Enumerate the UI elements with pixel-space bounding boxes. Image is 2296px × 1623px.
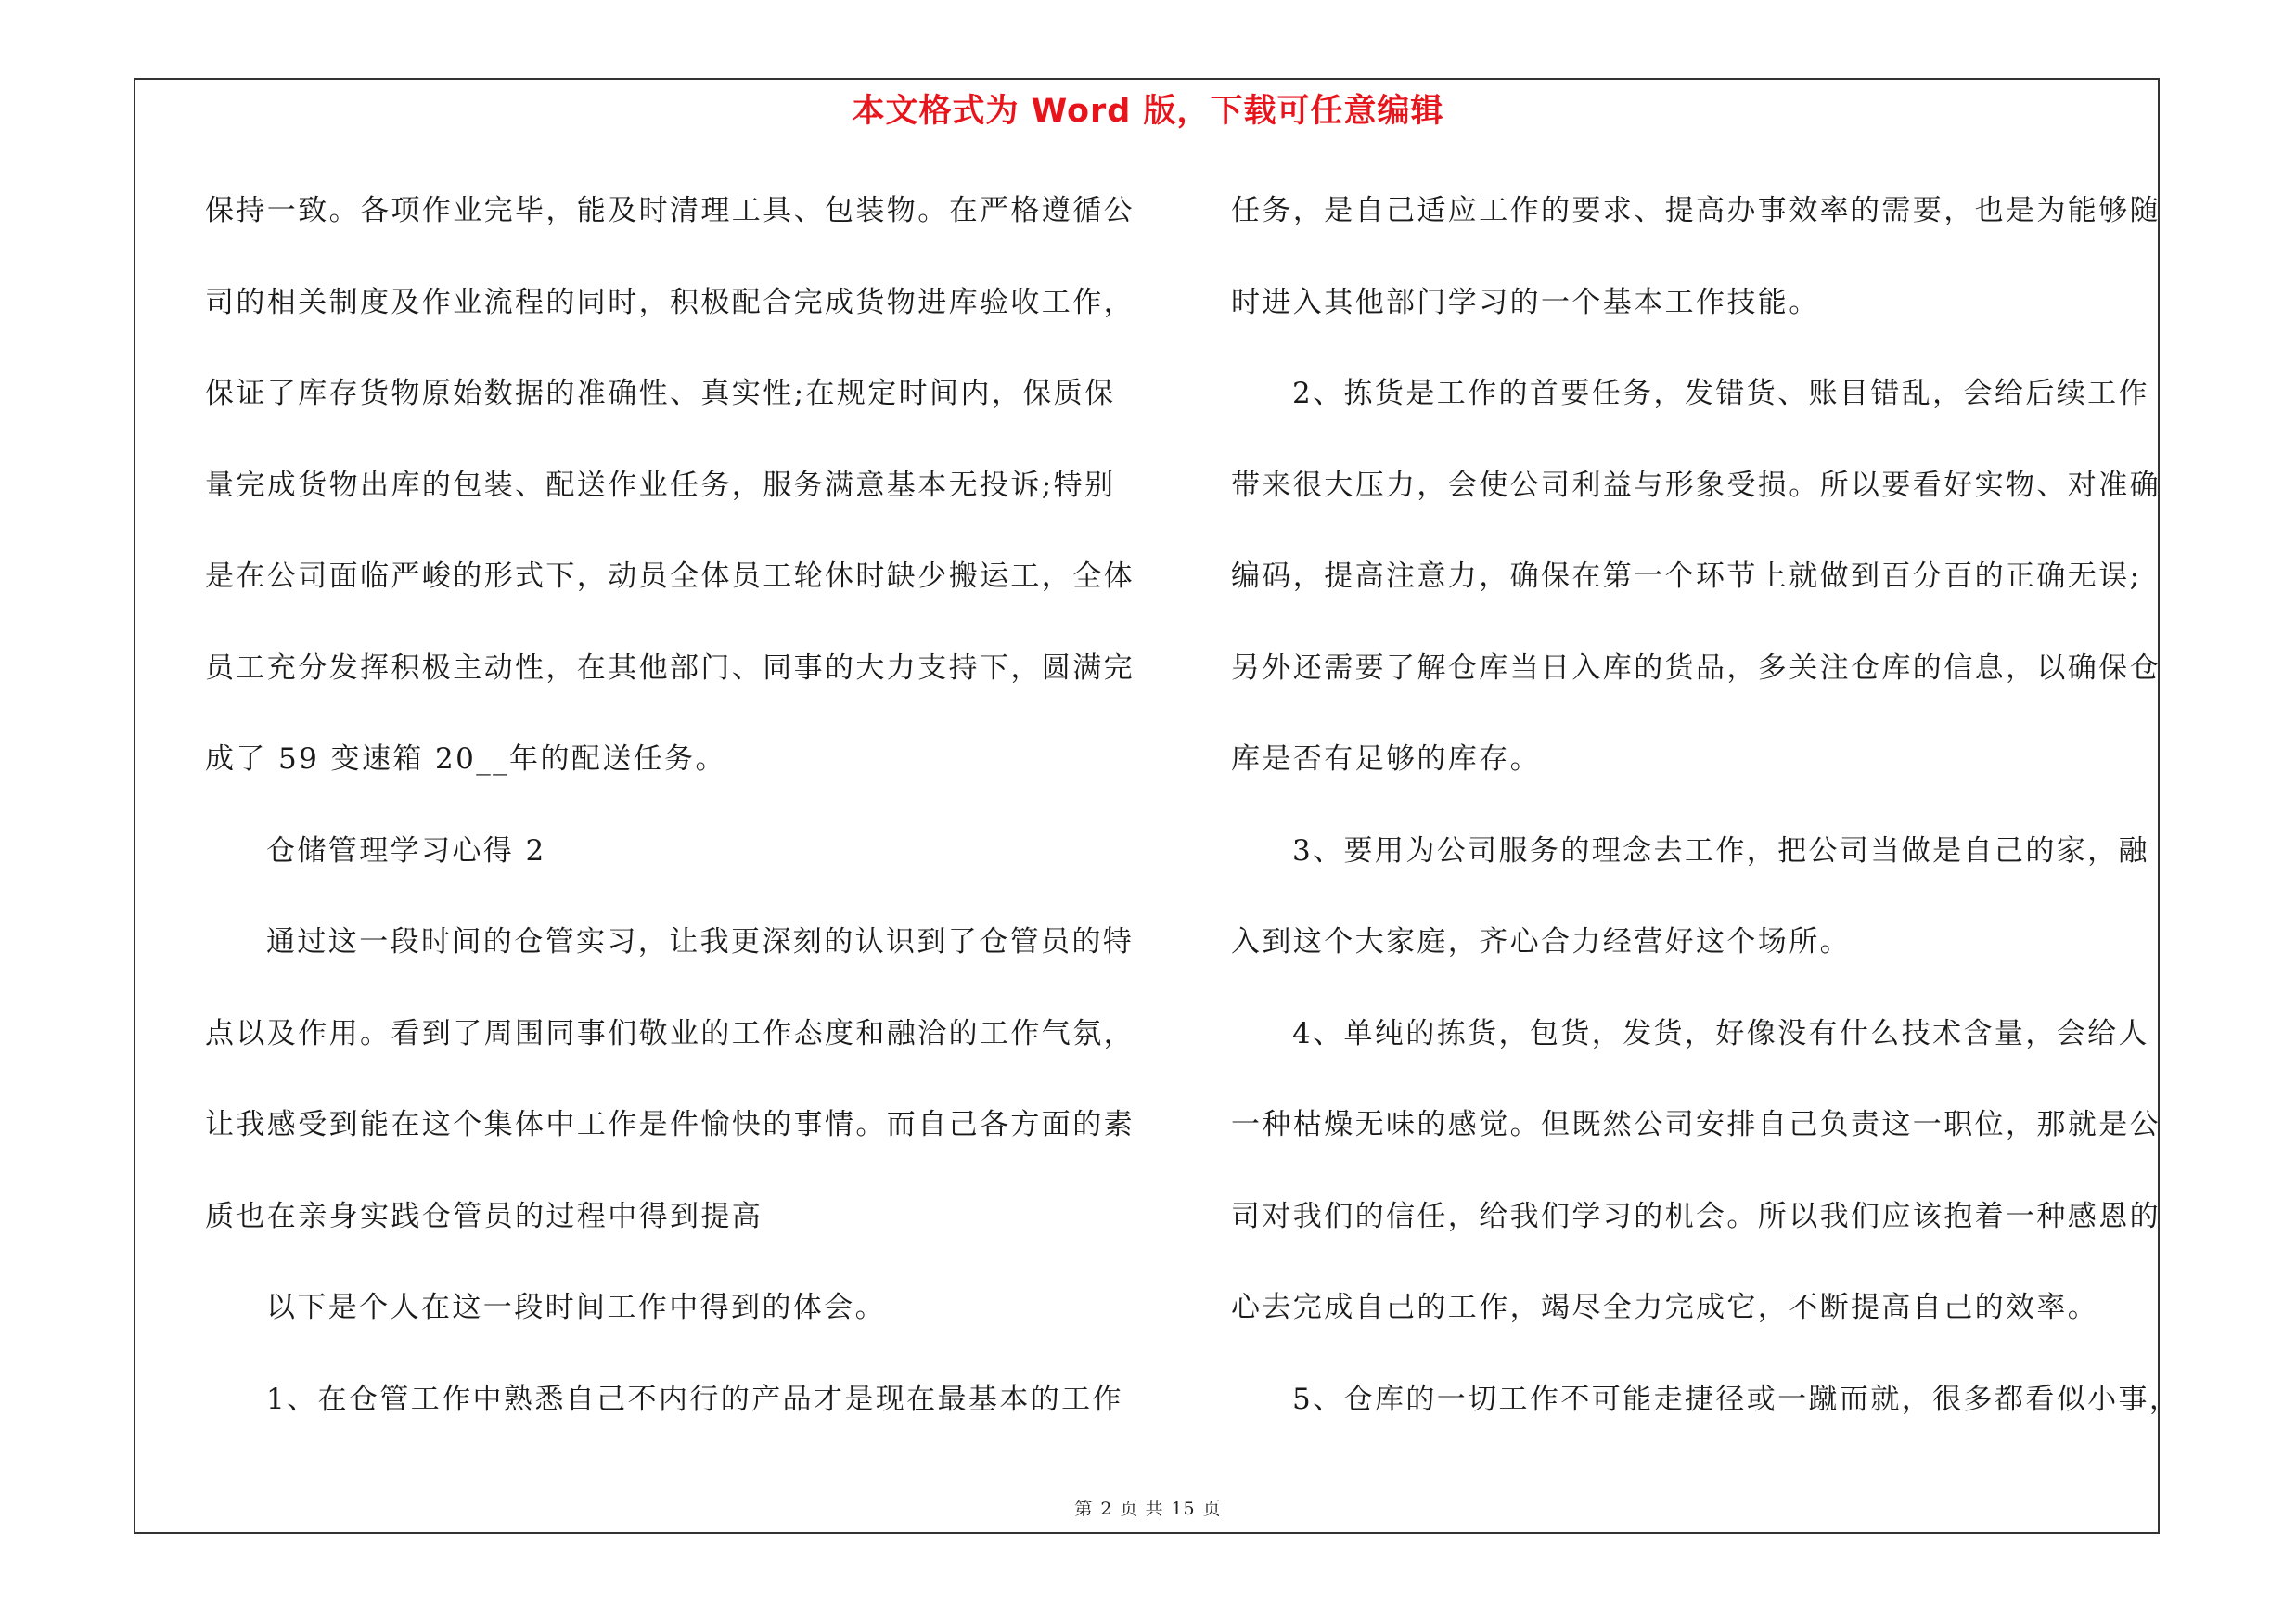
- page-number-footer: [0, 1495, 2296, 1520]
- text-line: 仓储管理学习心得 2: [266, 833, 546, 868]
- footer-total-pages: 15: [1171, 1499, 1196, 1519]
- text-line: 入到这个大家庭，齐心合力经营好这个场所。: [1231, 925, 1851, 959]
- text-line: 保证了库存货物原始数据的准确性、真实性;在规定时间内，保质保: [205, 377, 1116, 410]
- text-line: 员工充分发挥积极主动性，在其他部门、同事的大力支持下，圆满完: [205, 650, 1135, 685]
- text-line: 另外还需要了解仓库当日入库的货品，多关注仓库的信息，以确保仓: [1231, 650, 2161, 685]
- text-line: 让我感受到能在这个集体中工作是件愉快的事情。而自己各方面的素: [205, 1108, 1135, 1141]
- footer-middle: 页 共: [1120, 1499, 1164, 1519]
- left-text-column: [205, 187, 1133, 1467]
- text-line: 4、单纯的拣货，包货，发货，好像没有什么技术含量，会给人: [1292, 1016, 2149, 1050]
- text-line: 通过这一段时间的仓管实习，让我更深刻的认识到了仓管员的特: [266, 925, 1135, 959]
- text-line: 司的相关制度及作业流程的同时，积极配合完成货物进库验收工作，: [205, 285, 1135, 319]
- text-line: 保持一致。各项作业完毕，能及时清理工具、包装物。在严格遵循公: [205, 194, 1135, 227]
- text-line: 点以及作用。看到了周围同事们敬业的工作态度和融洽的工作气氛，: [205, 1016, 1135, 1050]
- text-line: 任务，是自己适应工作的要求、提高办事效率的需要，也是为能够随: [1231, 194, 2161, 227]
- text-line: 是在公司面临严峻的形式下，动员全体员工轮休时缺少搬运工，全体: [205, 560, 1135, 593]
- footer-prefix: 第: [1074, 1499, 1094, 1519]
- text-line: 质也在亲身实践仓管员的过程中得到提高: [205, 1199, 763, 1233]
- text-line: 带来很大压力，会使公司利益与形象受损。所以要看好实物、对准确: [1231, 468, 2161, 502]
- text-line: 量完成货物出库的包装、配送作业任务，服务满意基本无投诉;特别: [205, 468, 1116, 502]
- text-line: 一种枯燥无味的感觉。但既然公司安排自己负责这一职位，那就是公: [1231, 1108, 2161, 1141]
- text-line: 时进入其他部门学习的一个基本工作技能。: [1231, 285, 1820, 319]
- text-line: 1、在仓管工作中熟悉自己不内行的产品才是现在最基本的工作: [266, 1382, 1123, 1416]
- text-line: 库是否有足够的库存。: [1231, 742, 1541, 776]
- footer-suffix: 页: [1202, 1499, 1222, 1519]
- text-line: 2、拣货是工作的首要任务，发错货、账目错乱，会给后续工作: [1292, 377, 2149, 410]
- format-notice-banner: 本文格式为 Word 版，下载可任意编辑: [852, 93, 1444, 130]
- footer-current-page: 2: [1100, 1499, 1113, 1519]
- text-line: 心去完成自己的工作，竭尽全力完成它，不断提高自己的效率。: [1231, 1291, 2099, 1324]
- text-line: 3、要用为公司服务的理念去工作，把公司当做是自己的家，融: [1292, 833, 2149, 868]
- text-line: 司对我们的信任，给我们学习的机会。所以我们应该抱着一种感恩的: [1231, 1199, 2161, 1233]
- text-line: 成了 59 变速箱 20__年的配送任务。: [205, 742, 726, 776]
- right-text-column: [1231, 187, 2181, 1467]
- text-line: 以下是个人在这一段时间工作中得到的体会。: [266, 1291, 886, 1324]
- text-line: 编码，提高注意力，确保在第一个环节上就做到百分百的正确无误;: [1231, 560, 2142, 593]
- text-line: 5、仓库的一切工作不可能走捷径或一蹴而就，很多都看似小事，: [1292, 1382, 2181, 1416]
